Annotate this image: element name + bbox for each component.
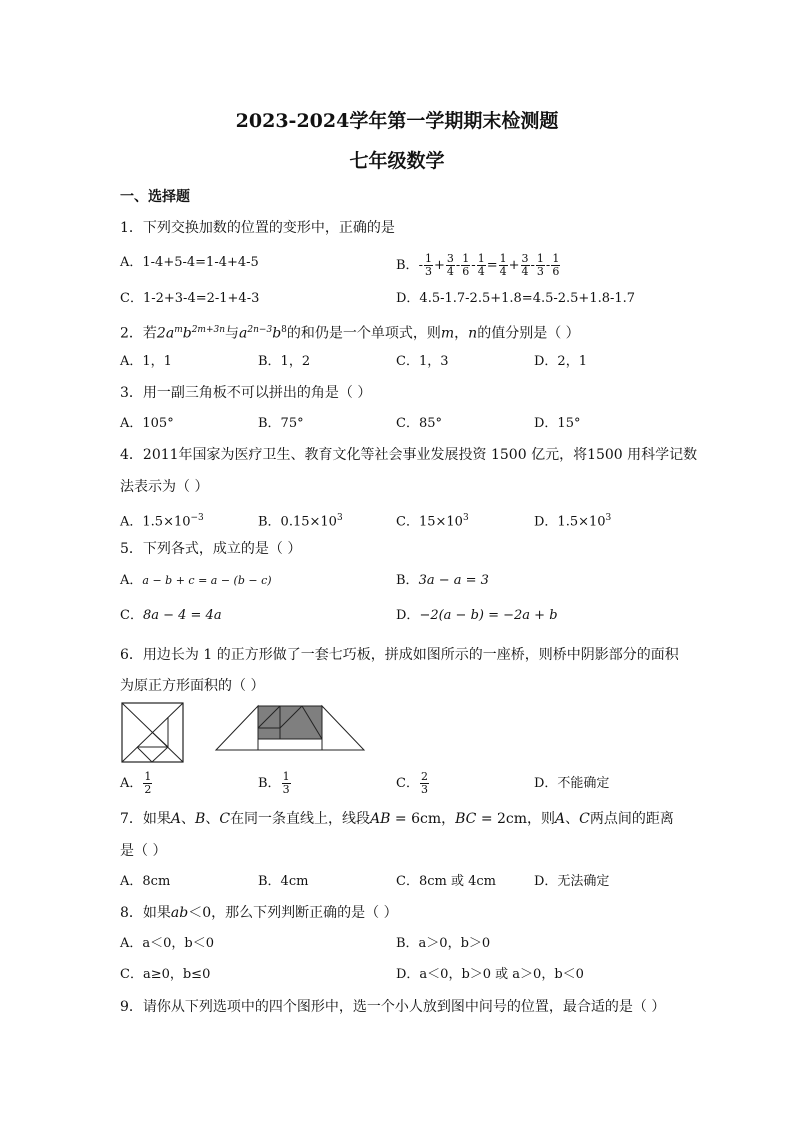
q3-option-d: D．15° bbox=[534, 416, 581, 431]
fraction: $\frac{1}{4}$ bbox=[477, 252, 485, 278]
q5-option-c: C．8a − 4 = 4a bbox=[120, 608, 222, 623]
fraction: $\frac{1}{6}$ bbox=[462, 252, 470, 278]
question-4-stem-line1: 4．2011年国家为医疗卫生、教育文化等社会事业发展投资 1500 亿元，将1500 用科学记数 bbox=[120, 447, 698, 463]
question-7-stem-line2: 是（ ） bbox=[120, 843, 167, 859]
fraction: $\frac{3}{4}$ bbox=[521, 252, 529, 278]
q2-option-b: B．1，2 bbox=[258, 354, 311, 369]
q7-option-b: B．4cm bbox=[258, 874, 309, 889]
q6-option-d: D．不能确定 bbox=[534, 776, 610, 791]
q2-option-c: C．1，3 bbox=[396, 354, 449, 369]
q8-option-d: D．a＜0，b＞0 或 a＞0，b＜0 bbox=[396, 967, 584, 982]
question-4-stem-line2: 法表示为（ ） bbox=[120, 479, 209, 495]
q4-option-d: D．$1.5\times 10^3$ bbox=[534, 513, 612, 530]
q1-option-b: B．- $\frac{1}{3}$ + $\frac{3}{4}$ - $\frac{1}{6}$ - $\frac{1}{4}$ = $\frac{1}{4}$ + $\frac{3}{4}$ - $\frac{1}{3}$ - $\frac{1}{6}$ bbox=[396, 252, 560, 278]
q2-option-d: D．2，1 bbox=[534, 354, 587, 369]
question-3-stem: 3．用一副三角板不可以拼出的角是（ ） bbox=[120, 385, 372, 401]
q4-option-b: B．$0.15\times 10^3$ bbox=[258, 513, 343, 530]
q1-option-a: A．1-4+5-4=1-4+4-5 bbox=[120, 255, 259, 270]
question-9-stem: 9．请你从下列选项中的四个图形中，选一个小人放到图中问号的位置，最合适的是（ ） bbox=[120, 999, 666, 1015]
fraction: $\frac{1}{3}$ bbox=[536, 252, 544, 278]
fraction: $\frac{1}{6}$ bbox=[552, 252, 560, 278]
q7-option-c: C．8cm 或 4cm bbox=[396, 874, 496, 889]
q6-option-a: A． $\frac{1}{2}$ bbox=[120, 770, 152, 796]
q4-option-c: C．$15\times 10^3$ bbox=[396, 513, 469, 530]
q6-option-c: C． $\frac{2}{3}$ bbox=[396, 770, 428, 796]
q7-option-d: D．无法确定 bbox=[534, 874, 610, 889]
q4-option-a: A．$1.5\times 10^{-3}$ bbox=[120, 513, 204, 530]
q8-option-a: A．a＜0，b＜0 bbox=[120, 936, 215, 951]
question-6-stem-line1: 6．用边长为 1 的正方形做了一套七巧板，拼成如图所示的一座桥，则桥中阴影部分的面积 bbox=[120, 647, 679, 663]
q1-option-c: C．1-2+3-4=2-1+4-3 bbox=[120, 291, 260, 306]
tangram-square-figure bbox=[120, 701, 186, 765]
question-5-stem: 5．下列各式，成立的是（ ） bbox=[120, 541, 302, 557]
page-title: 2023-2024学年第一学期期末检测题 bbox=[235, 110, 559, 132]
fraction: $\frac{3}{4}$ bbox=[446, 252, 454, 278]
question-2-stem: 2．若$2a^mb^{2m+3n}$与$a^{2n-3}b^8$的和仍是一个单项式，则m，n的值分别是（ ） bbox=[120, 325, 580, 342]
q1-option-d: D．4.5-1.7-2.5+1.8=4.5-2.5+1.8-1.7 bbox=[396, 291, 636, 306]
question-7-stem-line1: 7．如果A、B、C在同一条直线上，线段AB = 6cm，BC = 2cm，则A、C两点间的距离 bbox=[120, 811, 674, 827]
q2-option-a: A．1，1 bbox=[120, 354, 172, 369]
question-1-stem: 1．下列交换加数的位置的变形中，正确的是 bbox=[120, 220, 395, 236]
q8-option-b: B．a＞0，b＞0 bbox=[396, 936, 491, 951]
fraction: $\frac{1}{3}$ bbox=[424, 252, 432, 278]
q3-option-c: C．85° bbox=[396, 416, 442, 431]
q6-option-b: B． $\frac{1}{3}$ bbox=[258, 770, 290, 796]
q5-option-b: B．3a − a = 3 bbox=[396, 573, 489, 588]
q1-option-b-label: B． bbox=[396, 258, 419, 273]
section-heading: 一、选择题 bbox=[120, 189, 190, 205]
q7-option-a: A．8cm bbox=[120, 874, 171, 889]
tangram-bridge-figure bbox=[214, 704, 366, 752]
q3-option-a: A．105° bbox=[120, 416, 174, 431]
q3-option-b: B．75° bbox=[258, 416, 304, 431]
question-8-stem: 8．如果ab＜0，那么下列判断正确的是（ ） bbox=[120, 905, 398, 921]
q8-option-c: C．a≥0，b≤0 bbox=[120, 967, 211, 982]
page-subtitle: 七年级数学 bbox=[349, 150, 445, 172]
q5-option-d: D．−2(a − b) = −2a + b bbox=[396, 608, 558, 623]
fraction: $\frac{1}{4}$ bbox=[499, 252, 507, 278]
question-6-stem-line2: 为原正方形面积的（ ） bbox=[120, 678, 265, 694]
q5-option-a: A．a − b + c = a − (b − c) bbox=[120, 573, 272, 588]
